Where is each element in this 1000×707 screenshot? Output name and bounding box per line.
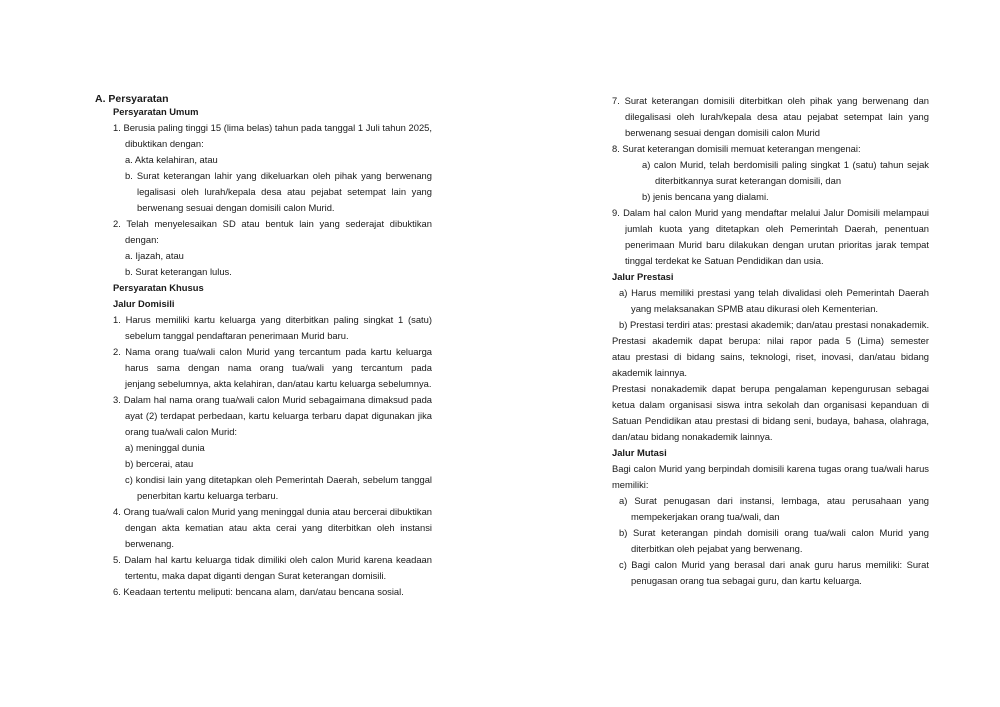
mutasi-intro-line-1: Bagi calon Murid yang berpindah domisili karena tugas orang tua/wali harus [612, 463, 929, 474]
mutasi-item-b-line-2: diterbitkan oleh pejabat yang berwenang. [631, 543, 803, 554]
umum-item-1-line-2: dibuktikan dengan: [125, 138, 204, 149]
mutasi-item-a-line-1: a) Surat penugasan dari instansi, lembaga, atau perusahaan yang [619, 495, 929, 506]
mutasi-item-b-line-1: b) Surat keterangan pindah domisili orang tua/wali calon Murid yang [619, 527, 929, 538]
mutasi-item-c-line-1: c) Bagi calon Murid yang berasal dari anak guru harus memiliki: Surat [619, 559, 929, 570]
domisili-item-4-line-3: berwenang. [125, 538, 174, 549]
domisili-item-3b: b) bercerai, atau [125, 458, 194, 469]
khusus-heading: Persyaratan Khusus [113, 282, 204, 293]
domisili-item-3a: a) meninggal dunia [125, 442, 205, 453]
nonakademik-line-4: dan/atau bidang nonakademik lainnya. [612, 431, 773, 442]
mutasi-item-c-line-2: penugasan orang tua sebagai guru, dan kartu keluarga. [631, 575, 862, 586]
domisili-item-8a-line-1: a) calon Murid, telah berdomisili paling singkat 1 (satu) tahun sejak [642, 159, 929, 170]
domisili-item-3-line-2: ayat (2) terdapat perbedaan, kartu keluarga terbaru dapat digunakan jika [125, 410, 432, 421]
nonakademik-line-3: Satuan Pendidikan atau prestasi di bidang seni, budaya, bahasa, olahraga, [612, 415, 929, 426]
domisili-item-3-line-3: orang tua/wali calon Murid: [125, 426, 238, 437]
akademik-line-1: Prestasi akademik dapat berupa: nilai rapor pada 5 (Lima) semester [612, 335, 929, 346]
domisili-item-2-line-1: 2. Nama orang tua/wali calon Murid yang tercantum pada kartu keluarga [113, 346, 432, 357]
domisili-item-2-line-3: jenjang sebelumnya, akta kelahiran, dan/atau kartu keluarga sebelumnya. [125, 378, 432, 389]
prestasi-item-a-line-2: yang melaksanakan SPMB atau dikurasi oleh Kementerian. [631, 303, 879, 314]
domisili-item-8: 8. Surat keterangan domisili memuat keterangan mengenai: [612, 143, 861, 154]
domisili-item-9-line-4: tinggal terdekat ke Satuan Pendidikan dan usia. [625, 255, 824, 266]
domisili-item-7-line-1: 7. Surat keterangan domisili diterbitkan oleh pihak yang berwenang dan [612, 95, 929, 106]
domisili-item-5-line-2: tertentu, maka dapat diganti dengan Surat keterangan domisili. [125, 570, 387, 581]
umum-item-2-line-1: 2. Telah menyelesaikan SD atau bentuk lain yang sederajat dibuktikan [113, 218, 432, 229]
domisili-item-9-line-1: 9. Dalam hal calon Murid yang mendaftar melalui Jalur Domisili melampaui [612, 207, 929, 218]
umum-item-2a: a. Ijazah, atau [125, 250, 184, 261]
domisili-item-3-line-1: 3. Dalam hal nama orang tua/wali calon Murid sebagaimana dimaksud pada [113, 394, 432, 405]
umum-item-1a: a. Akta kelahiran, atau [125, 154, 218, 165]
prestasi-heading: Jalur Prestasi [612, 271, 674, 282]
domisili-item-4-line-2: dengan akta kematian atau akta cerai yang diterbitkan oleh instansi [125, 522, 432, 533]
domisili-item-8a-line-2: diterbitkannya surat keterangan domisili, dan [655, 175, 842, 186]
nonakademik-line-1: Prestasi nonakademik dapat berupa pengalaman kepengurusan sebagai [612, 383, 929, 394]
umum-heading: Persyaratan Umum [113, 106, 199, 117]
domisili-item-6: 6. Keadaan tertentu meliputi: bencana alam, dan/atau bencana sosial. [113, 586, 404, 597]
domisili-item-1-line-1: 1. Harus memiliki kartu keluarga yang diterbitkan paling singkat 1 (satu) [113, 314, 432, 325]
domisili-item-3c-line-1: c) kondisi lain yang ditetapkan oleh Pemerintah Daerah, sebelum tanggal [125, 474, 432, 485]
akademik-line-3: akademik lainnya. [612, 367, 688, 378]
domisili-item-9-line-3: penerimaan Murid baru dilakukan dengan urutan prioritas jarak tempat [625, 239, 929, 250]
nonakademik-line-2: ketua dalam organisasi siswa intra sekolah dan organisasi kepanduan di [612, 399, 929, 410]
prestasi-item-a-line-1: a) Harus memiliki prestasi yang telah divalidasi oleh Pemerintah Daerah [619, 287, 929, 298]
domisili-item-9-line-2: jumlah kuota yang ditetapkan oleh Pemerintah Daerah, penentuan [625, 223, 929, 234]
mutasi-intro-line-2: memiliki: [612, 479, 649, 490]
umum-item-1b-line-1: b. Surat keterangan lahir yang dikeluarkan oleh pihak yang berwenang [125, 170, 432, 181]
domisili-heading: Jalur Domisili [113, 298, 175, 309]
domisili-item-2-line-2: harus sama dengan nama orang tua/wali yang tercantum pada [125, 362, 432, 373]
domisili-item-7-line-3: berwenang sesuai dengan domisili calon Murid [625, 127, 820, 138]
umum-item-1b-line-3: berwenang sesuai dengan domisili calon Murid. [137, 202, 335, 213]
umum-item-2b: b. Surat keterangan lulus. [125, 266, 232, 277]
mutasi-heading: Jalur Mutasi [612, 447, 667, 458]
umum-item-1-line-1: 1. Berusia paling tinggi 15 (lima belas) tahun pada tanggal 1 Juli tahun 2025, [113, 122, 432, 133]
domisili-item-7-line-2: dilegalisasi oleh lurah/kepala desa atau pejabat setempat lain yang [625, 111, 929, 122]
domisili-item-4-line-1: 4. Orang tua/wali calon Murid yang meninggal dunia atau bercerai dibuktikan [113, 506, 432, 517]
domisili-item-8b: b) jenis bencana yang dialami. [642, 191, 769, 202]
umum-item-2-line-2: dengan: [125, 234, 159, 245]
prestasi-item-b: b) Prestasi terdiri atas: prestasi akademik; dan/atau prestasi nonakademik. [619, 319, 930, 330]
domisili-item-3c-line-2: penerbitan kartu keluarga terbaru. [137, 490, 279, 501]
mutasi-item-a-line-2: mempekerjakan orang tua/wali, dan [631, 511, 780, 522]
umum-item-1b-line-2: legalisasi oleh lurah/kepala desa atau pejabat setempat lain yang [137, 186, 432, 197]
domisili-item-1-line-2: sebelum tanggal pendaftaran penerimaan Murid baru. [125, 330, 349, 341]
section-title: A. Persyaratan [95, 93, 169, 105]
domisili-item-5-line-1: 5. Dalam hal kartu keluarga tidak dimiliki oleh calon Murid karena keadaan [113, 554, 432, 565]
akademik-line-2: atau prestasi di bidang sains, teknologi, riset, inovasi, dan/atau bidang [612, 351, 929, 362]
